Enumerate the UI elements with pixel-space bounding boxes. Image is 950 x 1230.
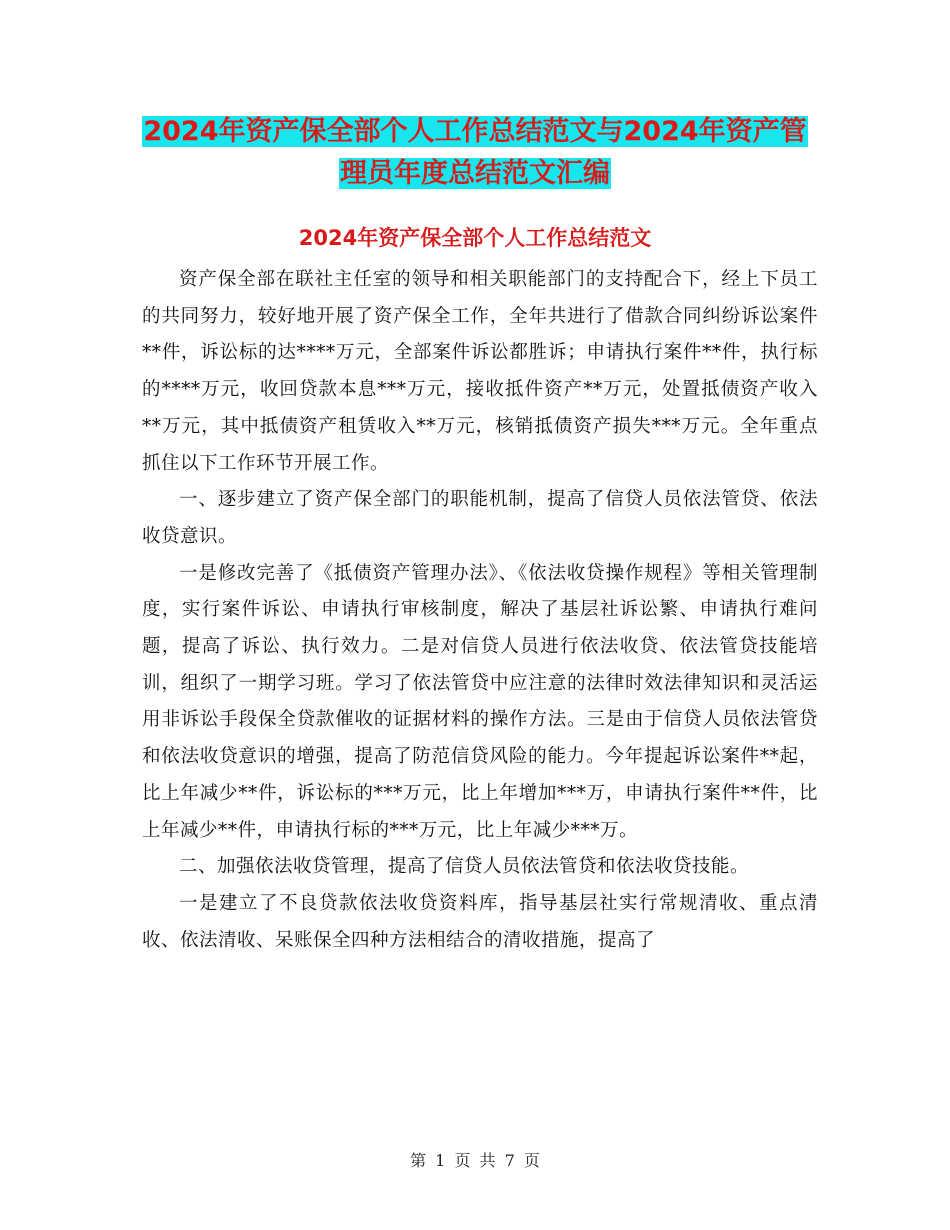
paragraph: 资产保全部在联社主任室的领导和相关职能部门的支持配合下，经上下员工的共同努力，较好地开展了资产保全工作，全年共进行了借款合同纠纷诉讼案件**件，诉讼标的达****万元，全部案件诉讼都胜诉；申请执行案件**件，执行标的****万元，收回贷款本息***万元，接收抵件资产**万元，处置抵债资产收入**万元，其中抵债资产租赁收入**万元，核销抵债资产损失***万元。全年重点抓住以下工作环节开展工作。: [142, 269, 818, 474]
title-highlight: 理员年度总结范文汇编: [340, 158, 610, 189]
section-heading: 2024年资产保全部个人工作总结范文: [298, 226, 652, 250]
document-body: [142, 262, 818, 959]
paragraph: 二、加强依法收贷管理，提高了信贷人员依法管贷和依法收贷技能。: [179, 856, 750, 878]
paragraph: 一、逐步建立了资产保全部门的职能机制，提高了信贷人员依法管贷、依法收贷意识。: [142, 489, 818, 547]
title-highlight: 2024年资产保全部个人工作总结范文与2024年资产管: [143, 116, 807, 147]
page-footer: 第 1 页 共 7 页: [410, 1151, 540, 1170]
document-title-line-2: [0, 154, 950, 194]
paragraph: 一是修改完善了《抵债资产管理办法》、《依法收贷操作规程》等相关管理制度，实行案件诉讼、申请执行审核制度，解决了基层社诉讼繁、申请执行难问题，提高了诉讼、执行效力。二是对信贷人员进行依法收贷、依法管贷技能培训，组织了一期学习班。学习了依法管贷中应注意的法律时效法律知识和灵活运用非诉讼手段保全贷款催收的证据材料的操作方法。三是由于信贷人员依法管贷和依法收贷意识的增强，提高了防范信贷风险的能力。今年提起诉讼案件**起，比上年减少**件，诉讼标的***万元，比上年增加***万，申请执行案件**件，比上年减少**件，申请执行标的***万元，比上年减少***万。: [142, 562, 818, 841]
document-title-line-1: [0, 112, 950, 152]
paragraph: 一是建立了不良贷款依法收贷资料库，指导基层社实行常规清收、重点清收、依法清收、呆账保全四种方法相结合的清收措施，提高了: [142, 892, 818, 951]
